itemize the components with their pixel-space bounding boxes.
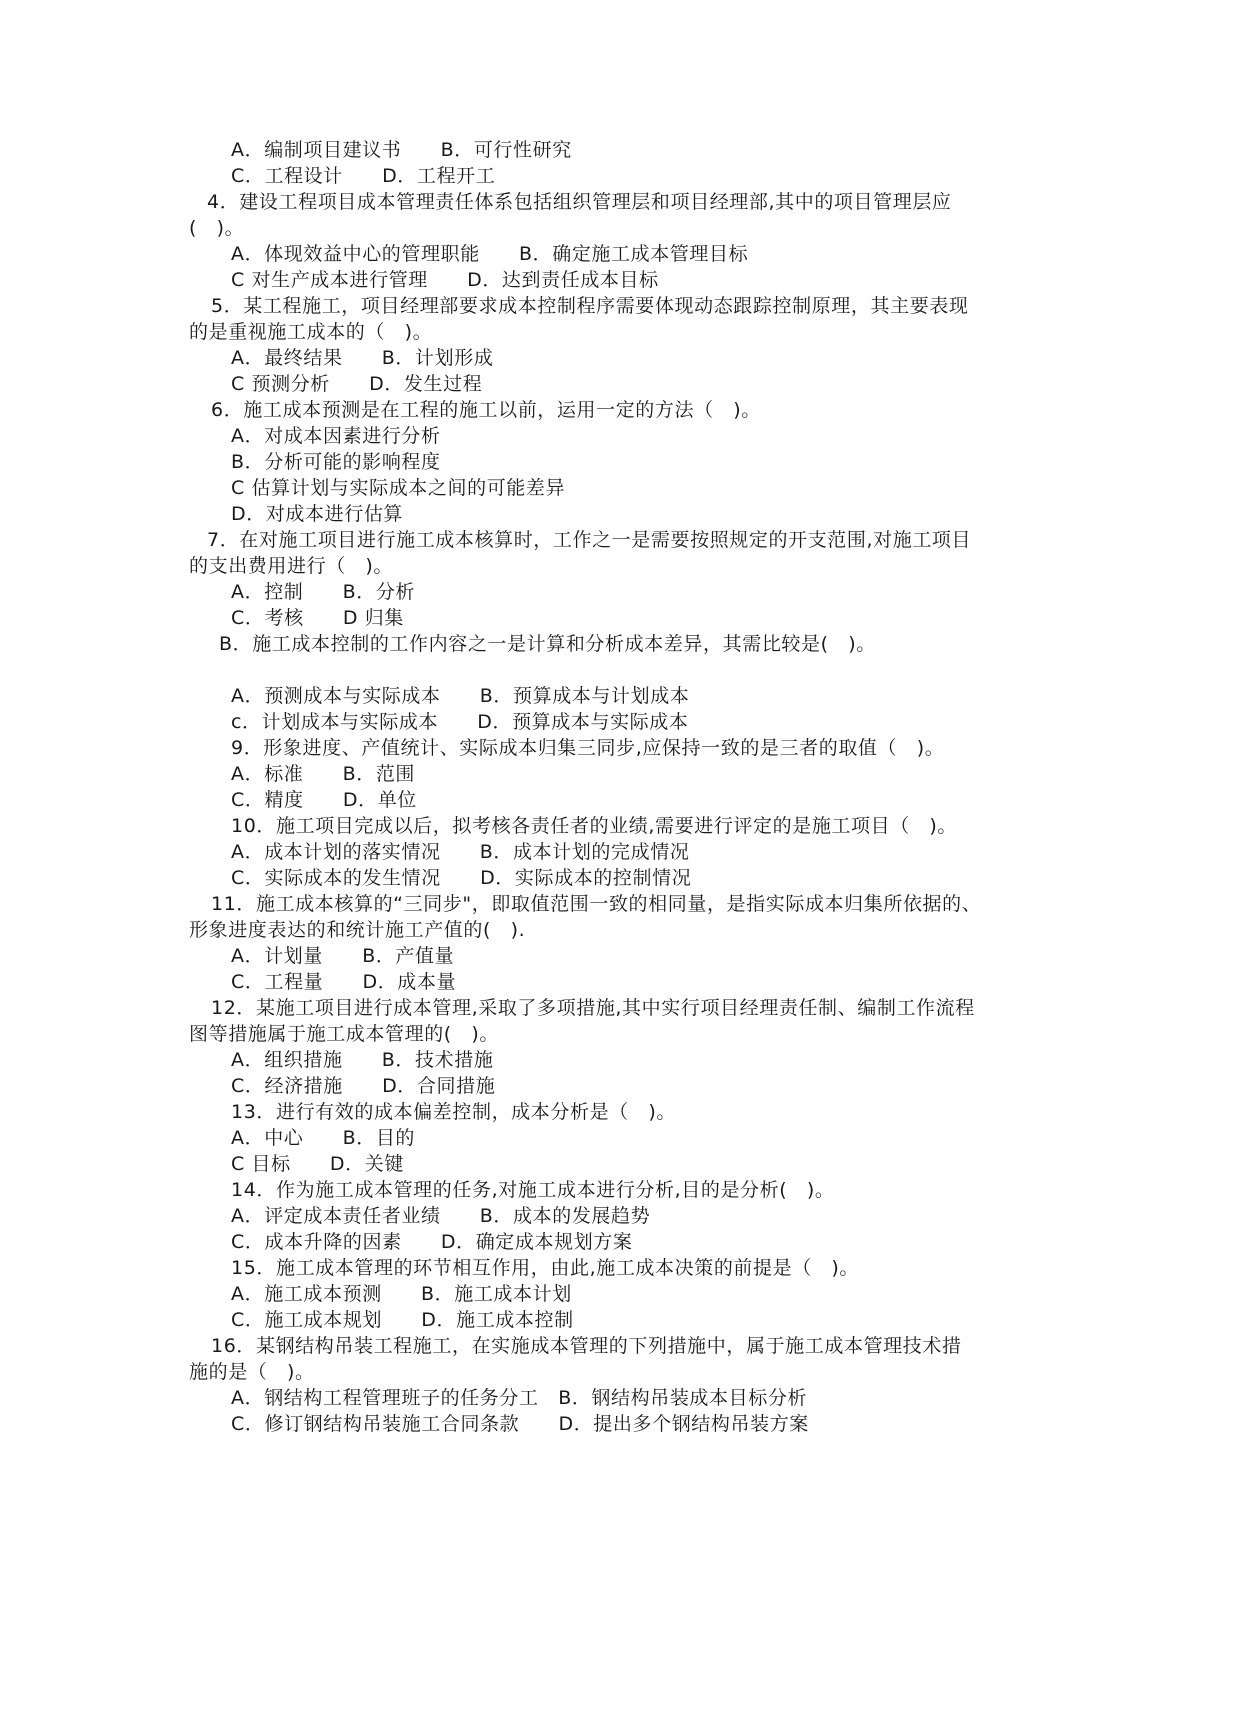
option-line: A．最终结果 B．计划形成 [231, 347, 494, 369]
question-continuation: 的支出费用进行（ )。 [189, 555, 394, 577]
option-line: A．成本计划的落实情况 B．成本计划的完成情况 [231, 841, 690, 863]
option-line: C 目标 D．关键 [231, 1153, 404, 1175]
question-line: B．施工成本控制的工作内容之一是计算和分析成本差异，其需比较是( )。 [219, 633, 876, 655]
question-line: 11．施工成本核算的“三同步"，即取值范围一致的相同量，是指实际成本归集所依据的、 [211, 893, 982, 915]
question-line: 16．某钢结构吊装工程施工，在实施成本管理的下列措施中，属于施工成本管理技术措 [211, 1335, 962, 1357]
option-line: D．对成本进行估算 [231, 503, 404, 525]
option-line: C 对生产成本进行管理 D．达到责任成本目标 [231, 269, 659, 291]
option-line: C 估算计划与实际成本之间的可能差异 [231, 477, 566, 499]
option-line: C．精度 D．单位 [231, 789, 417, 811]
question-line: 12．某施工项目进行成本管理,采取了多项措施,其中实行项目经理责任制、编制工作流程 [211, 997, 975, 1019]
question-line: 5．某工程施工，项目经理部要求成本控制程序需要体现动态跟踪控制原理，其主要表现 [211, 295, 969, 317]
question-continuation: 施的是（ )。 [189, 1361, 315, 1383]
question-continuation: 形象进度表达的和统计施工产值的( ). [189, 919, 526, 941]
option-line: C．经济措施 D．合同措施 [231, 1075, 496, 1097]
question-continuation: 图等措施属于施工成本管理的( )。 [189, 1023, 500, 1045]
option-line: A．预测成本与实际成本 B．预算成本与计划成本 [231, 685, 690, 707]
option-line: B．分析可能的影响程度 [231, 451, 441, 473]
option-line: C 预测分析 D．发生过程 [231, 373, 483, 395]
option-line: C．考核 D 归集 [231, 607, 404, 629]
option-line: C．修订钢结构吊装施工合同条款 D．提出多个钢结构吊装方案 [231, 1413, 809, 1435]
option-line: A．计划量 B．产值量 [231, 945, 455, 967]
question-line: 10．施工项目完成以后，拟考核各责任者的业绩,需要进行评定的是施工项目（ )。 [231, 815, 958, 837]
option-line: A．编制项目建议书 B．可行性研究 [231, 139, 572, 161]
question-continuation: ( )。 [189, 217, 245, 239]
question-line: 7．在对施工项目进行施工成本核算时，工作之一是需要按照规定的开支范围,对施工项目 [207, 529, 972, 551]
option-line: C．成本升降的因素 D．确定成本规划方案 [231, 1231, 633, 1253]
option-line: A．中心 B．目的 [231, 1127, 416, 1149]
option-line: A．控制 B．分析 [231, 581, 416, 603]
option-line: c．计划成本与实际成本 D．预算成本与实际成本 [231, 711, 689, 733]
option-line: A．施工成本预测 B．施工成本计划 [231, 1283, 572, 1305]
option-line: C．工程量 D．成本量 [231, 971, 457, 993]
question-line: 13．进行有效的成本偏差控制，成本分析是（ )。 [231, 1101, 676, 1123]
option-line: C．施工成本规划 D．施工成本控制 [231, 1309, 574, 1331]
option-line: A．组织措施 B．技术措施 [231, 1049, 494, 1071]
question-line: 15．施工成本管理的环节相互作用，由此,施工成本决策的前提是（ )。 [231, 1257, 860, 1279]
option-line: A．钢结构工程管理班子的任务分工 B．钢结构吊装成本目标分析 [231, 1387, 808, 1409]
question-line: 6．施工成本预测是在工程的施工以前，运用一定的方法（ )。 [211, 399, 761, 421]
option-line: A．标准 B．范围 [231, 763, 416, 785]
option-line: C．工程设计 D．工程开工 [231, 165, 496, 187]
question-line: 9．形象进度、产值统计、实际成本归集三同步,应保持一致的是三者的取值（ )。 [231, 737, 945, 759]
question-continuation: 的是重视施工成本的（ )。 [189, 321, 433, 343]
option-line: A．对成本因素进行分析 [231, 425, 441, 447]
option-line: C．实际成本的发生情况 D．实际成本的控制情况 [231, 867, 692, 889]
question-line: 14．作为施工成本管理的任务,对施工成本进行分析,目的是分析( )。 [231, 1179, 835, 1201]
question-line: 4．建设工程项目成本管理责任体系包括组织管理层和项目经理部,其中的项目管理层应 [207, 191, 952, 213]
option-line: A．体现效益中心的管理职能 B．确定施工成本管理目标 [231, 243, 749, 265]
option-line: A．评定成本责任者业绩 B．成本的发展趋势 [231, 1205, 651, 1227]
